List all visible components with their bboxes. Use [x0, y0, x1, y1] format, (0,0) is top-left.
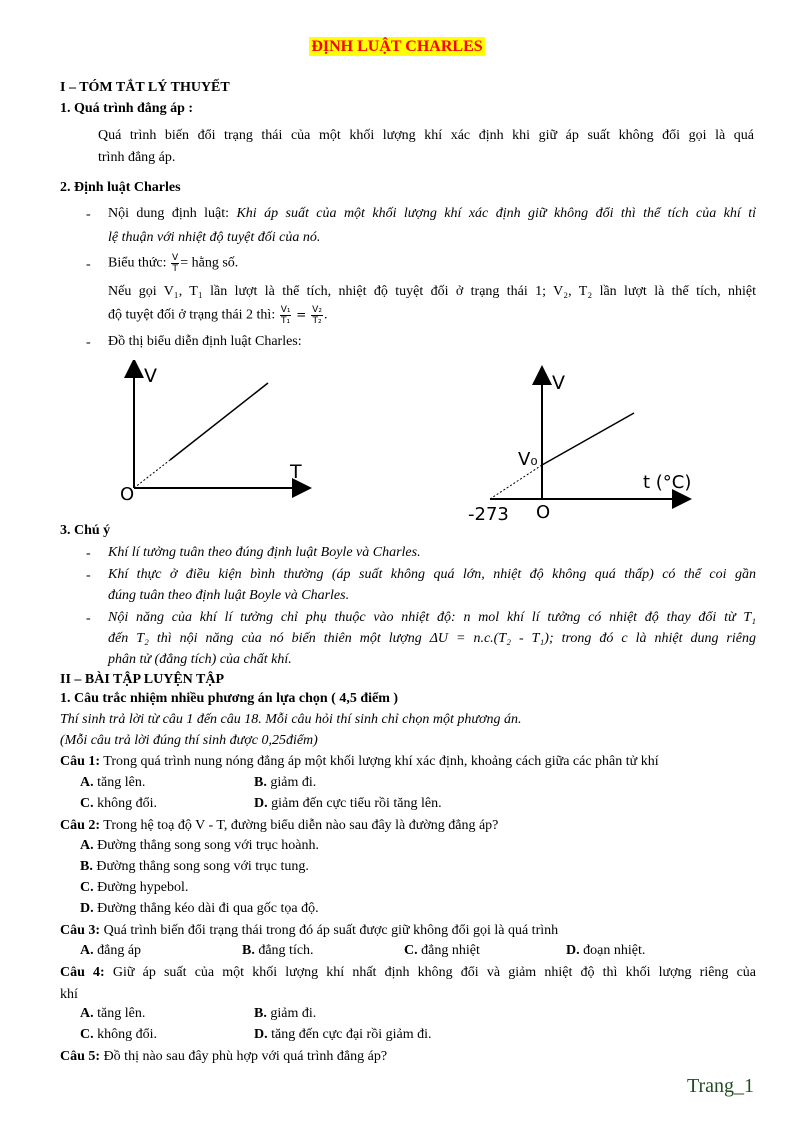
option-letter: C.	[80, 796, 94, 811]
graph2-xlabel: t (°C)	[643, 472, 692, 493]
law-prefix: Nội dung định luật:	[108, 206, 237, 221]
option-letter: D.	[254, 796, 268, 811]
graph2-origin: O	[536, 502, 551, 523]
q3-option-c[interactable]	[404, 943, 480, 959]
isobar-line	[542, 413, 634, 465]
frac-num: V₁	[280, 305, 291, 315]
question-2	[60, 817, 498, 835]
option-text: Đường thẳng kéo dài đi qua gốc tọa độ.	[97, 901, 319, 916]
option-letter: C.	[80, 1027, 94, 1042]
q4-option-a[interactable]	[80, 1006, 145, 1022]
page-number: Trang_1	[686, 1075, 754, 1097]
q1-option-b[interactable]	[254, 775, 316, 791]
page-title: ĐỊNH LUẬT CHARLES	[311, 38, 483, 55]
option-text: giảm đi.	[270, 1006, 317, 1021]
bullet-dash: -	[86, 207, 91, 222]
graph-v-celsius	[460, 365, 700, 527]
q2-option-d[interactable]	[80, 901, 319, 917]
option-text: tăng đến cực đại rồi giảm đi.	[271, 1027, 432, 1042]
bullet-dash: -	[86, 611, 91, 626]
isobaric-definition-line1: Quá trình biến đổi trạng thái của một khối lượng khí xác định khi giữ áp suất không đổi gọi là quá	[98, 128, 754, 143]
question-label: Câu 3:	[60, 923, 101, 938]
note-3-line2: đến T₂ thì nội năng của nó biến thiên một lượng ΔU = n.c.(T₂ - T₁); trong đó c là nhiệt dung riêng	[108, 631, 756, 646]
q3-option-d[interactable]	[566, 943, 645, 959]
option-letter: A.	[80, 838, 94, 853]
option-text: giảm đi.	[270, 775, 317, 790]
extrapolation-dashed	[134, 460, 170, 488]
option-text: giảm đến cực tiểu rồi tăng lên.	[271, 796, 442, 811]
q1-option-d[interactable]	[254, 796, 442, 812]
graph1-xlabel: T	[290, 461, 302, 483]
option-text: Đường hypebol.	[97, 880, 189, 895]
question-label: Câu 5:	[60, 1049, 101, 1064]
option-text: Đường thẳng song song với trục hoành.	[97, 838, 319, 853]
q4-option-d[interactable]	[254, 1027, 432, 1043]
question-4	[60, 962, 756, 983]
bullet-dash: -	[86, 257, 91, 272]
law-statement-line2: lệ thuận với nhiệt độ tuyệt đối của nó.	[108, 230, 321, 245]
question-text: Đồ thị nào sau đây phù hợp với quá trình đẳng áp?	[100, 1049, 388, 1064]
question-1	[60, 753, 659, 771]
graph2-v0: V₀	[518, 449, 538, 470]
option-text: đẳng áp	[97, 943, 142, 958]
question-label: Câu 1:	[60, 754, 101, 769]
frac-den: T₁	[281, 316, 291, 326]
q3-option-a[interactable]	[80, 943, 141, 959]
frac-num: V	[172, 253, 179, 263]
option-letter: B.	[254, 775, 267, 790]
option-text: đoạn nhiệt.	[583, 943, 646, 958]
question-3	[60, 922, 558, 940]
q4-option-b[interactable]	[254, 1006, 316, 1022]
option-letter: C.	[404, 943, 418, 958]
option-text: không đổi.	[97, 796, 158, 811]
q1-option-c[interactable]	[80, 796, 157, 812]
section-1-heading: I – TÓM TẮT LÝ THUYẾT	[60, 80, 230, 95]
note-1: Khí lí tưởng tuân theo đúng định luật Boyle và Charles.	[108, 545, 421, 560]
question-text: Trong hệ toạ độ V - T, đường biểu diễn nào sau đây là đường đẳng áp?	[100, 818, 499, 833]
option-letter: D.	[566, 943, 580, 958]
instruction-2: (Mỗi câu trả lời đúng thí sinh được 0,25điểm)	[60, 733, 318, 748]
question-text: Giữ áp suất của một khối lượng khí nhất định không đổi và giảm nhiệt độ thì khối lượng riêng của	[104, 965, 757, 980]
q3-option-b[interactable]	[242, 943, 314, 959]
question-text: Quá trình biến đổi trạng thái trong đó áp suất được giữ không đổi gọi là quá trình	[100, 923, 559, 938]
option-text: tăng lên.	[97, 775, 146, 790]
expression-tail: = hằng số.	[180, 255, 239, 271]
expression-line	[108, 253, 238, 274]
bullet-dash: -	[86, 568, 91, 583]
option-text: đẳng tích.	[258, 943, 314, 958]
state-line2-text: độ tuyệt đối ở trạng thái 2 thì:	[108, 307, 279, 323]
fraction-v-over-t	[171, 253, 179, 274]
option-letter: B.	[254, 1006, 267, 1021]
option-letter: A.	[80, 1006, 94, 1021]
note-2-line1: Khí thực ở điều kiện bình thường (áp suất không quá lớn, nhiệt độ không quá thấp) có thể coi gần	[108, 567, 756, 582]
state-definition-line1: Nếu gọi V₁, T₁ lần lượt là thể tích, nhiệt độ tuyệt đối ở trạng thái 1; V₂, T₂ lần lượt là thể tích, nhiệt	[108, 284, 756, 299]
graph2-ylabel: V	[552, 372, 565, 394]
question-text: Trong quá trình nung nóng đẳng áp một khối lượng khí xác định, khoảng cách giữa các phân tử khí	[100, 754, 659, 769]
question-4-cont: khí	[60, 987, 78, 1002]
option-letter: B.	[242, 943, 255, 958]
note-3-line1: Nội năng của khí lí tưởng chỉ phụ thuộc vào nhiệt độ: n mol khí lí tưởng có nhiệt độ thay đổi từ T₁	[108, 610, 756, 625]
option-text: Đường thẳng song song với trục tung.	[96, 859, 309, 874]
fraction-v1-t1	[280, 305, 292, 326]
option-letter: B.	[80, 859, 93, 874]
subheading-mcq: 1. Câu trắc nhiệm nhiều phương án lựa chọn ( 4,5 điểm )	[60, 691, 399, 706]
note-2-line2: đúng tuân theo định luật Boyle và Charles.	[108, 588, 350, 603]
frac-den: T	[172, 264, 178, 274]
note-3-line3: phân tử (đẳng tích) của chất khí.	[108, 652, 292, 667]
graph2-neg273: -273	[468, 504, 509, 525]
question-label: Câu 2:	[60, 818, 101, 833]
law-text: Khi áp suất của một khối lượng khí xác định giữ không đổi thì thể tích của khí tỉ	[236, 206, 756, 221]
expression-label: Biểu thức:	[108, 255, 171, 271]
graph-v-t	[110, 360, 320, 510]
state-definition-line2: độ tuyệt đối ở trạng thái 2 thì: $\frac{\text{V₁}}{\text{T₁}}$ = $\frac{\text{V₂}}{\text{T₂}}$ .	[108, 305, 328, 326]
option-text: đẳng nhiệt	[421, 943, 480, 958]
option-text: không đổi.	[97, 1027, 158, 1042]
q2-option-a[interactable]	[80, 838, 319, 854]
option-letter: C.	[80, 880, 94, 895]
frac-den: T₂	[312, 316, 322, 326]
instruction-1: Thí sinh trả lời từ câu 1 đến câu 18. Mỗi câu hỏi thí sinh chỉ chọn một phương án.	[60, 712, 522, 727]
law-statement-line1	[108, 203, 756, 224]
section-2-heading: II – BÀI TẬP LUYỆN TẬP	[60, 672, 225, 687]
question-label: Câu 4:	[60, 965, 105, 980]
option-letter: D.	[80, 901, 94, 916]
q4-option-c[interactable]	[80, 1027, 157, 1043]
bullet-dash: -	[86, 546, 91, 561]
extrapolation-dashed	[490, 465, 542, 499]
option-letter: D.	[254, 1027, 268, 1042]
isobar-line	[170, 383, 268, 460]
subheading-charles-law: 2. Định luật Charles	[60, 180, 181, 195]
frac-num: V₂	[312, 305, 322, 315]
q2-option-b[interactable]	[80, 859, 309, 875]
subheading-isobaric: 1. Quá trình đẳng áp :	[60, 101, 194, 116]
bullet-dash: -	[86, 335, 91, 350]
graph-intro: Đồ thị biểu diễn định luật Charles:	[108, 334, 302, 349]
q2-option-c[interactable]	[80, 880, 188, 896]
isobaric-definition-line2: trình đẳng áp.	[98, 150, 176, 165]
graph1-ylabel: V	[144, 365, 157, 387]
subheading-notes: 3. Chú ý	[60, 523, 111, 538]
graph1-origin: O	[120, 484, 135, 505]
option-letter: A.	[80, 943, 94, 958]
option-letter: A.	[80, 775, 94, 790]
fraction-v2-t2	[311, 305, 323, 326]
option-text: tăng lên.	[97, 1006, 146, 1021]
q1-option-a[interactable]	[80, 775, 145, 791]
question-5	[60, 1048, 387, 1066]
